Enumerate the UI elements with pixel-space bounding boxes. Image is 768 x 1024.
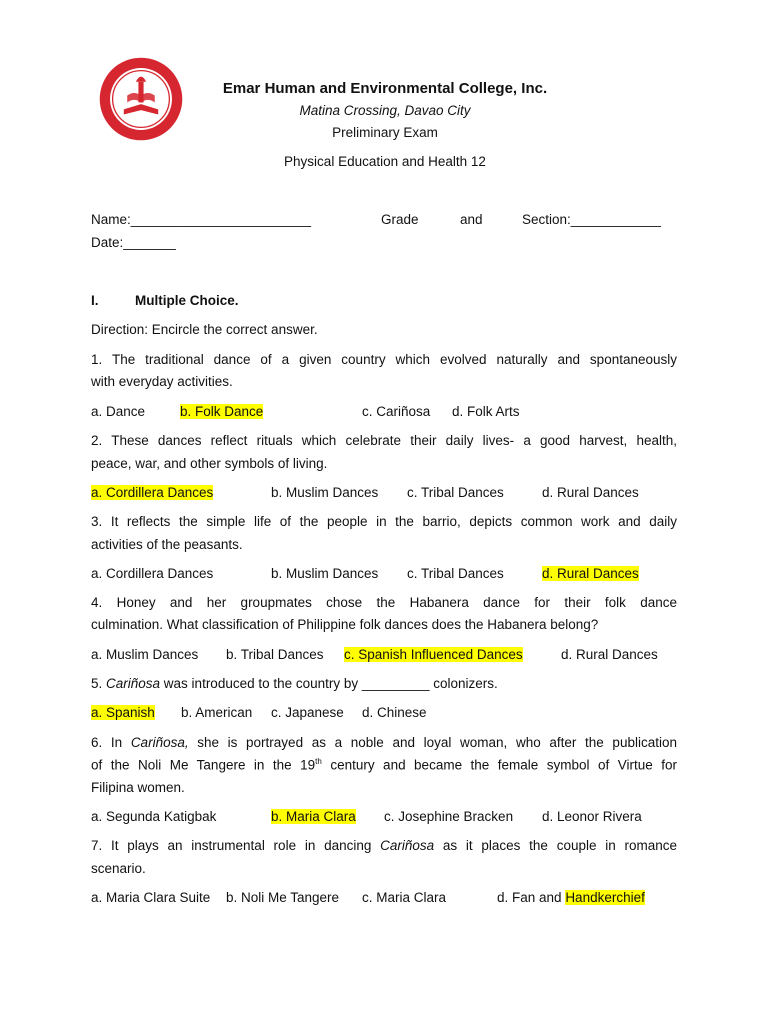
q4-option-a[interactable]: a. Muslim Dances — [91, 647, 199, 662]
exam-title: Preliminary Exam — [332, 125, 438, 140]
q3-option-a[interactable]: a. Cordillera Dances — [91, 566, 214, 581]
q1-line-2: with everyday activities. — [91, 374, 233, 389]
direction-text: Direction: Encircle the correct answer. — [91, 322, 318, 337]
q5-text-italic: Cariñosa — [106, 676, 161, 691]
q5-line — [91, 676, 498, 691]
q3-line-2: activities of the peasants. — [91, 537, 243, 552]
q6-option-c[interactable]: c. Josephine Bracken — [384, 809, 514, 824]
q7-text-a: 7. It plays an instrumental role in dancing — [91, 838, 381, 853]
q1-option-c[interactable]: c. Cariñosa — [362, 404, 431, 419]
grade-label: Grade — [381, 212, 419, 227]
q4-line-2: culmination. What classification of Philippine folk dances does the Habanera belong? — [91, 617, 599, 632]
section-title: Multiple Choice. — [135, 293, 239, 308]
q6-option-b[interactable]: b. Maria Clara — [271, 809, 356, 824]
q1-option-a[interactable]: a. Dance — [91, 404, 146, 419]
q3-option-d[interactable]: d. Rural Dances — [542, 566, 639, 581]
q4-line-1: 4. Honey and her groupmates chose the Habanera dance for their folk dance — [91, 595, 677, 610]
q2-option-c[interactable]: c. Tribal Dances — [407, 485, 504, 500]
name-field: Name:________________________ — [91, 212, 311, 227]
q2-option-d[interactable]: d. Rural Dances — [542, 485, 639, 500]
q5-option-b[interactable]: b. American — [181, 705, 253, 720]
q7-option-a[interactable]: a. Maria Clara Suite — [91, 890, 211, 905]
q7-option-d[interactable] — [497, 890, 645, 905]
college-seal-logo — [98, 56, 184, 142]
and-label: and — [460, 212, 483, 227]
q5-option-a[interactable]: a. Spanish — [91, 705, 155, 720]
q6-line-1 — [91, 735, 677, 750]
q3-line-1: 3. It reflects the simple life of the people in the barrio, depicts common work and daily — [91, 514, 677, 529]
section-field: Section:____________ — [522, 212, 661, 227]
q2-line-1: 2. These dances reflect rituals which celebrate their daily lives- a good harvest, health, — [91, 433, 677, 448]
q6-line-2 — [91, 757, 677, 773]
q4-option-d[interactable]: d. Rural Dances — [561, 647, 658, 662]
q5-option-c[interactable]: c. Japanese — [271, 705, 344, 720]
q3-option-b[interactable]: b. Muslim Dances — [271, 566, 379, 581]
q6-option-d[interactable]: d. Leonor Rivera — [542, 809, 642, 824]
date-field: Date:_______ — [91, 235, 176, 250]
q3-option-c[interactable]: c. Tribal Dances — [407, 566, 504, 581]
q6-line-3: Filipina women. — [91, 780, 185, 795]
q2-option-a[interactable]: a. Cordillera Dances — [91, 485, 214, 500]
q7-option-d-highlight: Handkerchief — [565, 890, 645, 905]
q7-line-2: scenario. — [91, 861, 146, 876]
q2-option-b[interactable]: b. Muslim Dances — [271, 485, 379, 500]
q7-option-d-text: d. Fan and — [497, 890, 566, 905]
subject-title: Physical Education and Health 12 — [284, 154, 486, 169]
q7-text-b: as it places the couple in romance — [434, 838, 678, 853]
q7-option-b[interactable]: b. Noli Me Tangere — [226, 890, 340, 905]
q6-text-c: of the Noli Me Tangere in the 19 — [91, 757, 316, 773]
q6-option-a[interactable]: a. Segunda Katigbak — [91, 809, 217, 824]
q5-option-d[interactable]: d. Chinese — [362, 705, 427, 720]
q6-text-d: century and became the female symbol of Virtue for — [321, 757, 677, 773]
school-location: Matina Crossing, Davao City — [299, 103, 471, 118]
q7-line-1 — [91, 838, 677, 853]
q1-option-b[interactable]: b. Folk Dance — [180, 404, 264, 419]
q6-text-b: she is portrayed as a noble and loyal woman, who after the publication — [188, 735, 677, 750]
q4-option-c[interactable]: c. Spanish Influenced Dances — [344, 647, 523, 662]
q7-option-c[interactable]: c. Maria Clara — [362, 890, 447, 905]
school-name: Emar Human and Environmental College, Inc. — [222, 80, 548, 97]
q2-line-2: peace, war, and other symbols of living. — [91, 456, 328, 471]
section-number: I. — [91, 293, 99, 308]
q5-text-b: was introduced to the country by _________ colonizers. — [160, 676, 498, 691]
q4-option-b[interactable]: b. Tribal Dances — [226, 647, 324, 662]
q6-superscript: th — [315, 757, 322, 766]
q6-text-a: 6. In — [91, 735, 131, 750]
q5-text-a: 5. — [91, 676, 107, 691]
q1-line-1: 1. The traditional dance of a given country which evolved naturally and spontaneously — [91, 352, 677, 367]
q6-text-italic: Cariñosa, — [130, 735, 189, 750]
q7-text-italic: Cariñosa — [380, 838, 435, 853]
q1-option-d[interactable]: d. Folk Arts — [452, 404, 520, 419]
